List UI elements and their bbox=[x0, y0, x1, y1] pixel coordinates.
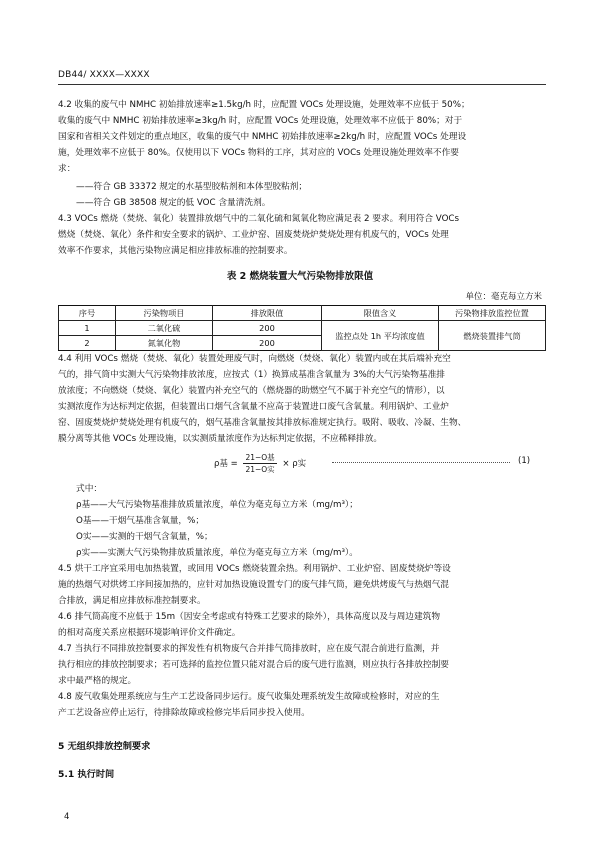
section-5-1-title: 5.1 执行时间 bbox=[58, 769, 115, 780]
table-header-row bbox=[59, 306, 546, 321]
row-no: 1 bbox=[59, 321, 116, 336]
clause-4-4-line-2: 气的，排气筒中实测大气污染物排放浓度，应按式（1）换算成基准含氧量为 3%的大气污染物基准排 bbox=[58, 370, 445, 380]
clause-4-5-line-3: 合排放，满足相应排放标准控制要求。 bbox=[58, 596, 206, 606]
row-no: 2 bbox=[59, 336, 116, 351]
definition-rho-actual: ρ实——实测大气污染物排放质量浓度，单位为毫克每立方米（mg/m³）。 bbox=[76, 548, 358, 558]
section-5-title: 5 无组织排放控制要求 bbox=[58, 741, 151, 752]
clause-4-2-line-1: 4.2 收集的废气中 NMHC 初始排放速率≥1.5kg/h 时，应配置 VOCs 处理设施，处理效率不应低于 50%； bbox=[58, 100, 470, 110]
clause-4-7-line-2: 执行相应的排放控制要求；若可选择的监控位置只能对混合后的废气进行监测，则应执行各排放控制要 bbox=[58, 660, 449, 670]
definition-o-base: O基——干烟气基准含氧量，%； bbox=[76, 516, 205, 526]
row-limit: 200 bbox=[213, 321, 322, 336]
definitions-intro: 式中： bbox=[76, 484, 103, 494]
header-item: 污染物项目 bbox=[116, 306, 213, 321]
clause-4-4-line-4: 实测浓度作为达标判定依据，但装置出口烟气含氧量不应高于装置进口废气含氧量。利用锅炉、工业炉 bbox=[58, 402, 449, 412]
clause-4-2-line-2: 收集的废气中 NMHC 初始排放速率≥3kg/h 时，应配置 VOCs 处理设施，处理效率不应低于 80%；对于 bbox=[58, 116, 463, 126]
clause-4-3-line-1: 4.3 VOCs 燃烧（焚烧、氧化）装置排放烟气中的二氧化硫和氮氧化物应满足表 2 要求。利用符合 VOCs bbox=[58, 214, 460, 224]
formula-numerator: 21−O基 bbox=[245, 453, 275, 462]
definition-o-actual: O实——实测的干烟气含氧量，%； bbox=[76, 532, 213, 542]
row-item: 氮氧化物 bbox=[116, 336, 213, 351]
clause-4-2-item-2: ——符合 GB 38508 规定的低 VOC 含量清洗剂。 bbox=[76, 198, 271, 208]
row-location: 燃烧装置排气筒 bbox=[439, 321, 546, 351]
emission-limits-table bbox=[58, 305, 546, 351]
definition-rho-base: ρ基——大气污染物基准排放质量浓度，单位为毫克每立方米（mg/m³）； bbox=[76, 500, 358, 510]
clause-4-4-line-5: 窑、固废焚烧炉焚烧处理有机废气的，烟气基准含氧量按其排放标准规定执行。吸附、吸收、冷凝、生物、 bbox=[58, 418, 467, 428]
clause-4-8-line-2: 产工艺设备应停止运行，待排除故障或检修完毕后同步投入使用。 bbox=[58, 708, 310, 718]
formula-denominator: 21−O实 bbox=[245, 465, 275, 474]
clause-4-2-line-3: 国家和省相关文件划定的重点地区，收集的废气中 NMHC 初始排放速率≥2kg/h 时，应配置 VOCs 处理设 bbox=[58, 132, 467, 142]
clause-4-3-line-2: 燃烧（焚烧、氧化）条件和安全要求的锅炉、工业炉窑、固废焚烧炉焚烧处理有机废气的，VOCs 处理 bbox=[58, 230, 449, 240]
header-meaning: 限值含义 bbox=[322, 306, 439, 321]
table-row bbox=[59, 321, 546, 336]
header-rule bbox=[58, 84, 546, 85]
table-title: 表 2 燃烧装置大气污染物排放限值 bbox=[226, 271, 374, 282]
formula-number: (1) bbox=[518, 456, 531, 466]
row-item: 二氧化硫 bbox=[116, 321, 213, 336]
clause-4-4-line-1: 4.4 利用 VOCs 燃烧（焚烧、氧化）装置处理废气时，向燃烧（焚烧、氧化）装置内或在其后端补充空 bbox=[58, 354, 451, 364]
clause-4-2-line-5: 求： bbox=[58, 164, 76, 174]
clause-4-4-line-6: 膜分离等其他 VOCs 处理设施，以实测质量浓度作为达标判定依据，不应稀释排放。 bbox=[58, 434, 383, 444]
clause-4-3-line-3: 效率不作要求，其他污染物应满足相应排放标准的控制要求。 bbox=[58, 246, 293, 256]
clause-4-2-line-4: 施，处理效率不应低于 80%。仅使用以下 VOCs 物料的工序，其对应的 VOCs 处理设施处理效率不作要 bbox=[58, 148, 459, 158]
page-number: 4 bbox=[64, 812, 70, 822]
header-limit: 排放限值 bbox=[213, 306, 322, 321]
clause-4-6-line-1: 4.6 排气筒高度不应低于 15m（因安全考虑或有特殊工艺要求的除外），具体高度以及与周边建筑物 bbox=[58, 612, 441, 622]
formula-lhs: ρ基 = bbox=[214, 459, 238, 469]
formula-fraction bbox=[243, 452, 276, 475]
row-meaning: 监控点处 1h 平均浓度值 bbox=[322, 321, 439, 351]
clause-4-7-line-1: 4.7 当执行不同排放控制要求的挥发性有机物废气合并排气筒排放时，应在废气混合前进行监测，并 bbox=[58, 644, 440, 654]
clause-4-4-line-3: 放浓度；不向燃烧（焚烧、氧化）装置内补充空气的（燃烧器的助燃空气不属于补充空气的情形），以 bbox=[58, 386, 445, 396]
document-id: DB44/ XXXX—XXXX bbox=[58, 70, 150, 80]
formula-1 bbox=[214, 452, 306, 475]
clause-4-7-line-3: 求中最严格的规定。 bbox=[58, 676, 137, 686]
formula-leader-dots bbox=[332, 462, 510, 463]
clause-4-2-item-1: ——符合 GB 33372 规定的水基型胶粘剂和本体型胶粘剂； bbox=[76, 182, 308, 192]
header-no: 序号 bbox=[59, 306, 116, 321]
formula-rhs: × ρ实 bbox=[282, 459, 307, 469]
header-location: 污染物排放监控位置 bbox=[439, 306, 546, 321]
clause-4-8-line-1: 4.8 废气收集处理系统应与生产工艺设备同步运行。废气收集处理系统发生故障或检修时，对应的生 bbox=[58, 692, 440, 702]
clause-4-5-line-2: 施的热烟气对烘烤工序间接加热的，应针对加热设施设置专门的废气排气筒，避免烘烤废气与热烟气混 bbox=[58, 580, 449, 590]
clause-4-5-line-1: 4.5 烘干工序宜采用电加热装置，或回用 VOCs 燃烧装置余热。利用锅炉、工业炉窑、固废焚烧炉等设 bbox=[58, 564, 451, 574]
row-limit: 200 bbox=[213, 336, 322, 351]
clause-4-6-line-2: 的相对高度关系应根据环境影响评价文件确定。 bbox=[58, 628, 241, 638]
table-unit: 单位：毫克每立方米 bbox=[465, 292, 542, 302]
